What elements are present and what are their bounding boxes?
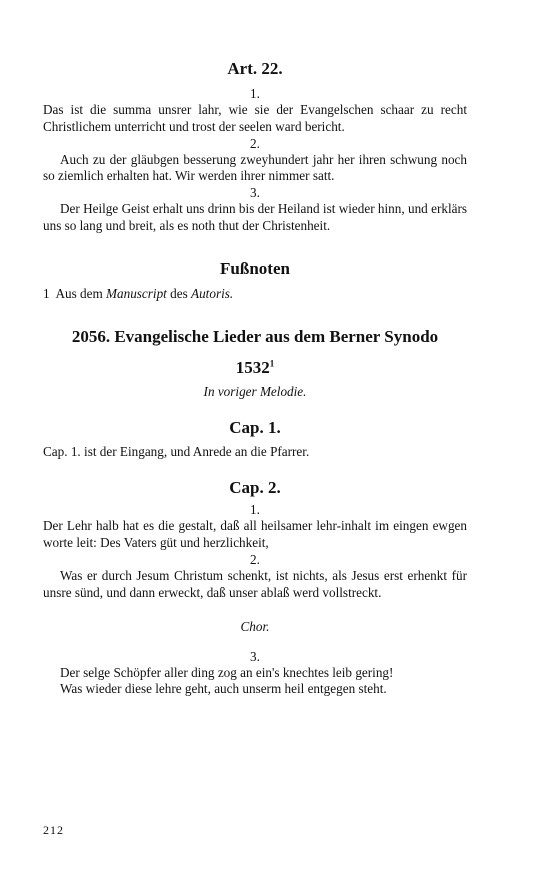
verse-number: 3. <box>250 185 260 201</box>
hymn-year <box>43 357 467 379</box>
footnote-text-italic: Autoris. <box>191 285 234 301</box>
verse-text: Der Lehr halb hat es die gestalt, daß all heilsamer lehr-inhalt im eingen ewgen worte leit: Des Vaters güt und herzlichkeit, <box>43 518 467 551</box>
footnote-text-italic: Manuscript <box>106 285 167 301</box>
verse-text: Der selge Schöpfer aller ding zog an ein's knechtes leib gering! <box>60 664 394 680</box>
footnote-text: des <box>166 285 192 301</box>
footnote-reference[interactable]: 1 <box>269 357 275 368</box>
verse-text: Was er durch Jesum Christum schenkt, ist nichts, als Jesus erst erhenkt für unsre sünd, und dann erweckt, daß unser ablaß werd vollstreckt. <box>43 567 467 600</box>
hymn-2056 <box>43 326 467 400</box>
verse-number: 1. <box>250 502 260 518</box>
footnotes-section <box>43 258 467 303</box>
cap-1-heading: Cap. 1. <box>229 417 281 437</box>
footnote-text: Aus dem <box>55 285 107 301</box>
footnote-item <box>43 286 467 303</box>
article-22-heading: Art. 22. <box>227 59 283 78</box>
verse-number: 1. <box>250 86 260 101</box>
page-number: 212 <box>43 823 64 837</box>
verse-text: Das ist die summa unsrer lahr, wie sie der Evangelschen schaar zu recht Christlichem unterricht und trost der seelen ward bericht. <box>43 102 467 134</box>
verse-text: Der Heilge Geist erhalt uns drinn bis der Heiland ist wieder hinn, und erklärs uns so lang und breit, als es noth thut der Christenheit. <box>43 201 467 233</box>
page-content <box>43 0 467 698</box>
verse-number: 2. <box>250 135 260 151</box>
cap-1-text: Cap. 1. ist der Eingang, und Anrede an die Pfarrer. <box>43 443 310 459</box>
article-22 <box>43 58 467 235</box>
verse-text: Auch zu der gläubgen besserung zweyhundert jahr her ihren schwung noch so ziemlich erhalten hat. Wir werden ihrer nimmer satt. <box>43 151 467 184</box>
verse-number: 2. <box>250 551 260 567</box>
cap-2-heading: Cap. 2. <box>229 478 281 498</box>
cap-2 <box>43 477 467 698</box>
melody-note: In voriger Melodie. <box>203 383 307 399</box>
cap-1 <box>43 417 467 461</box>
hymn-year-text: 1532 <box>235 357 270 377</box>
chorus-label: Chor. <box>240 618 270 634</box>
verse-text: Was wieder diese lehre geht, auch unserm heil entgegen steht. <box>60 681 387 697</box>
verse-number: 3. <box>250 648 260 664</box>
footnotes-heading: Fußnoten <box>220 258 290 278</box>
hymn-heading: 2056. Evangelische Lieder aus dem Berner Synodo <box>71 326 439 346</box>
footnote-number: 1 <box>43 285 50 301</box>
